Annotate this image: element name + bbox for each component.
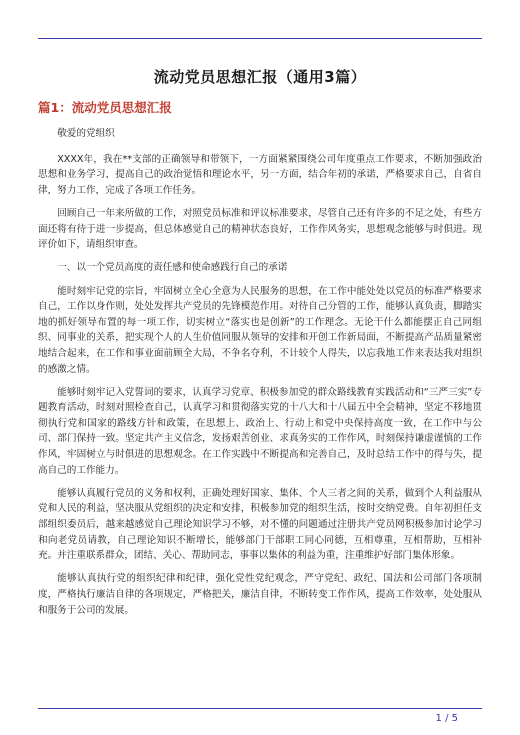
body-paragraph: 能够认真履行党员的义务和权利，正确处理好国家、集体、个人三者之间的关系，做到个人利益服从党和人民的利益，坚决服从党组织的决定和安排，积极参加党的组织生活，按时交纳党费。自年初担任支部组织委员后，越来越感觉自己理论知识学习不够，对不懂的问题通过注册共产党员网积极参加讨论学习和向老党员请教，自己理论知识不断增长，能够部门干部职工同心同德，互相尊重，互相帮助，互相补充。并注重联系群众，团结、关心、帮助同志，事事以集体的利益为重，注重维护好部门集体形象。 [38, 487, 482, 562]
document-title: 流动党员思想汇报（通用3篇） [153, 68, 367, 86]
body-paragraph: 回顾自己一年来所做的工作，对照党员标准和评议标准要求，尽管自己还有许多的不足之处，有些方面还将有待于进一步提高，但总体感觉自己的精神状态良好，工作作风务实，思想观念能够与时俱进。现评价如下，请组织审查。 [38, 207, 482, 251]
salutation: 敬爱的党组织 [57, 128, 115, 139]
header-rule [38, 38, 482, 39]
section-heading: 篇1：流动党员思想汇报 [38, 100, 172, 115]
document-body [38, 126, 482, 626]
body-paragraph: XXXX年，我在**支部的正确领导和带领下，一方面紧紧围绕公司年度重点工作要求，不断加强政治思想和业务学习，提高自己的政治觉悟和理论水平，另一方面，结合年初的承诺，严格要求自己，自省自律，努力工作，完成了各项工作任务。 [38, 153, 482, 196]
footer-rule [38, 708, 482, 709]
body-paragraph: 能够认真执行党的组织纪律和纪律，强化党性党纪观念，严守党纪、政纪、国法和公司部门各项制度，严格执行廉洁自律的各项规定，严格把关，廉洁自律，不断转变工作作风，提高工作效率，处处服从和服务于公司的发展。 [38, 573, 482, 616]
body-subheading: 一、以一个党员高度的责任感和使命感践行自己的承诺 [57, 262, 288, 274]
body-paragraph: 能时刻牢记党的宗旨，牢固树立全心全意为人民服务的思想，在工作中能处处以党员的标准严格要求自己，工作以身作则，处处发挥共产党员的先锋模范作用。对待自己分管的工作，能够认真负责，脚踏实地的抓好领导布置的每一项工作，切实树立“落实也是创新”的工作理念。无论干什么都能摆正自己同组织、同事业的关系，把实现个人的人生价值同服从领导的安排和开创工作新局面，不断提高产品质量紧密地结合起来，在工作和事业面前顾全大局，不争名夺利，不计较个人得失，以忘我地工作来表达我对组织的感激之情。 [38, 285, 482, 375]
body-paragraph: 能够时刻牢记入党誓词的要求，认真学习党章、积极参加党的群众路线教育实践活动和“三严三实”专题教育活动，时刻对照检查自己，认真学习和贯彻落实党的十八大和十八届五中全会精神，坚定不移地贯彻执行党和国家的路线方针和政策，在思想上、政治上、行动上和党中央保持高度一致，在工作中与公司、部门保持一致。坚定共产主义信念，发扬艰苦创业、求真务实的工作作风，时刻保持谦虚谨慎的工作作风，牢固树立与时俱进的思想观念。在工作实践中不断提高和完善自己，及时总结工作中的得与失，提高自己的工作能力。 [38, 386, 482, 476]
page-indicator: 1 / 5 [435, 713, 458, 724]
